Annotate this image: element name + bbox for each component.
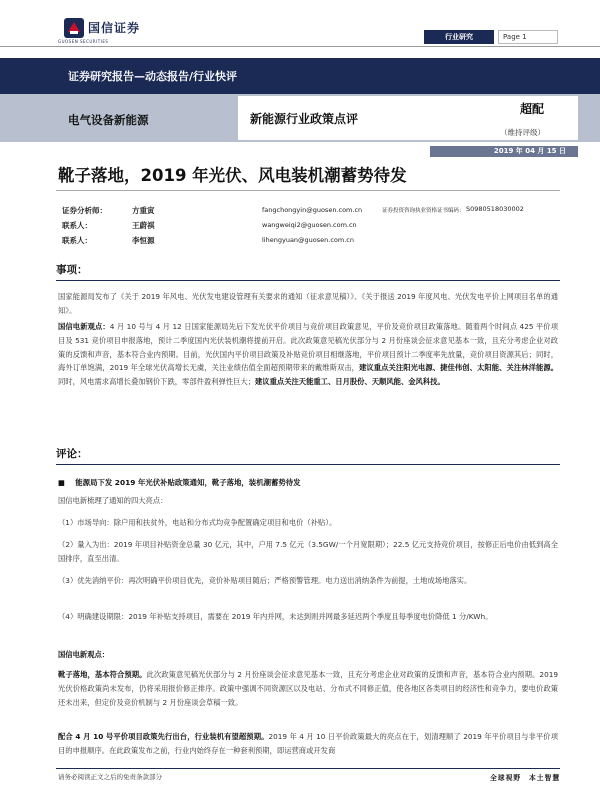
disclaimer-note: 请务必阅读正文之后的免责条款部分 [58,773,162,781]
report-category-tag: 行业研究 [424,30,494,44]
certificate-code: S0980518030002 [466,205,524,213]
contact-name: 王蔚祺 [132,221,155,230]
report-subtitle: 新能源行业政策点评 [250,112,359,126]
page-indicator [498,30,558,44]
footer-slogan: 全球视野 本土智慧 [490,774,561,782]
report-date: 2019 年 04 月 15 日 [430,146,578,157]
certificate-label: 证券投资咨询执业资格证书编码： [382,208,465,214]
opinion-paragraph [58,320,558,389]
highlight-item: （3）优先消纳平价：再次明确平价项目优先，竞价补贴项目随后；严格预警管理。电力送出消纳条件为前提，土地成场地落实。 [58,576,472,585]
rating: 超配 [520,102,545,116]
contact-email[interactable]: wangweiqi2@guosen.com.cn [262,221,357,229]
opinion-recommend-solar: 建议重点关注阳光电源、捷佳伟创、太阳能、关注林洋能源。 [359,363,559,373]
view1-body: 此次政策意见稿光伏部分与 2 月份座谈会征求意见基本一致，且充分考虑企业对政策的反馈和声音，基本符合业内预期。2019 光伏价格政策尚未发布，仍将采用报价修正排序。政策中强调不同资源区以及电站、分布式不同修正值，使各地区各类项目的经济性和竞争力，要电价政策还未出来，但定价及竞价机制与 2 月份座谈会草稿一致。 [58,670,558,707]
page-label: Page [503,33,520,41]
section-divider [56,464,560,465]
contact-label: 证券分析师： [62,206,107,215]
contact-label: 联系人： [62,221,92,230]
section-heading-matters: 事项： [56,264,88,276]
title-divider [56,190,560,191]
contact-email[interactable]: fangchongyin@guosen.com.cn [262,206,363,214]
brand-name-en: GUOSEN SECURITIES [58,39,109,44]
section-heading-comments: 评论： [56,448,88,460]
header-divider [0,46,600,47]
page-number: 1 [522,33,527,41]
view-paragraph-1 [58,668,558,709]
report-type: 证券研究报告—动态报告/行业快评 [68,70,238,83]
contact-email[interactable]: lihengyuan@guosen.com.cn [262,236,354,244]
contact-label: 联系人： [62,236,92,245]
bullet-heading [58,477,301,488]
view-paragraph-2 [58,730,558,758]
view2-body: 2019 年 4 月 10 日平价政策最大的亮点在于，划清理顺了 2019 年平价项目与非平价项目的申报顺序。在此政策发布之前，行业内始终存在一种套利预期，即运营商或开发商 [58,732,558,755]
contact-name: 方重寅 [132,206,155,215]
contact-name: 李恒源 [132,236,155,245]
view2-lead: 配合 4 月 10 号平价项目政策先行出台，行业装机有望超预期。 [58,732,269,741]
bullet-icon: ■ [58,478,65,487]
opinion-body: 4 月 10 号与 4 月 12 日国家能源局先后下发光伏平价项目与竞价项目政策意见，平价及竞价项目政策落地。随着两个时间点 425 平价项目及 531 竞价项目申报落地，预计二季度国内光伏装机潮将提前开启。此次政策意见稿光伏部分与 2 月份座谈会征求意见基本一致，且充分考虑企业对政策的反馈和声音，基本符合业内预期。目前，光伏国内平价项目政策及补贴竞价项目相继落地，平价项目预计二季度率先放量，竞价项目资源其后；同时，海外订单饱满，2019 年全球光伏高增长无虞，关注业绩估值全面超预期带来的戴维斯双击， [58,322,559,373]
rating-note: （维持评级） [500,128,545,137]
footer-divider [56,768,560,769]
brand-name: 国信证券 [88,21,141,35]
opinion-lead: 国信电新观点： [58,322,110,331]
view1-lead: 靴子落地，基本符合预期。 [58,670,147,679]
highlight-item: （2）量入为出：2019 年项目补贴资金总量 30 亿元，其中，户用 7.5 亿元（3.5GW/一个月宽限期）；22.5 亿元支持竞价项目，按修正后电价由低到高全国排序，直至出清。 [58,540,558,563]
section-divider [56,280,560,281]
industry-name: 电气设备新能源 [68,113,149,127]
matters-paragraph: 国家能源局发布了《关于 2019 年风电、光伏发电建设管理有关要求的通知（征求意见稿）》、《关于报送 2019 年度风电、光伏发电平价上网项目名单的通知》。 [58,292,558,315]
page-title: 靴子落地，2019 年光伏、风电装机潮蓄势待发 [58,166,407,185]
opinion-recommend-wind: 建议重点关注天能重工、日月股份、天顺风能、金风科技。 [255,377,445,387]
highlight-item: （1）市场导向：除户用和扶贫外，电站和分布式均竞争配置确定项目和电价（补贴）。 [58,518,337,527]
highlights-intro: 国信电新梳理了通知的四大亮点： [58,496,168,505]
bullet-title: 能源局下发 2019 年光伏补贴政策通知，靴子落地，装机潮蓄势待发 [75,478,301,487]
opinion-wind: 同时，风电需求高增长叠加钢价下跌，零部件盈利弹性巨大； [58,377,256,387]
view-heading: 国信电新观点： [58,650,110,659]
guosen-logo-icon [64,18,84,38]
highlight-item: （4）明确建设期限：2019 年补贴支持项目，需要在 2019 年内并网，未达到则并网最多延迟两个季度且每季度电价降低 1 分/KWh。 [58,612,493,621]
